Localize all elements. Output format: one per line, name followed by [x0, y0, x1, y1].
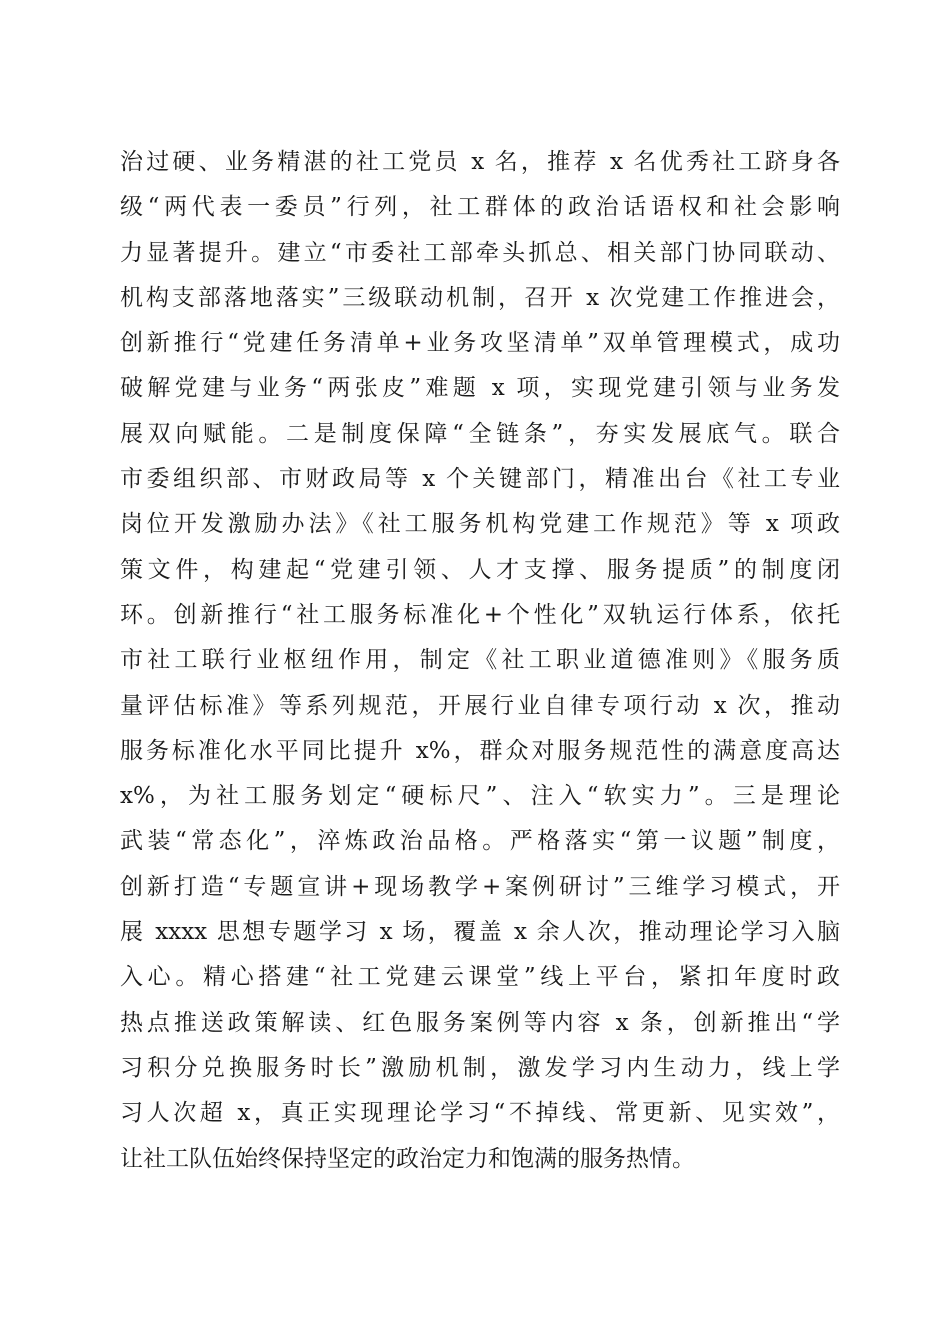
text-line-1: 治过硬、业务精湛的社工党员 x 名，推荐 x 名优秀社工跻身各: [120, 149, 840, 175]
text-line-23: 让社工队伍始终保持坚定的政治定力和饱满的服务热情。: [120, 1145, 695, 1172]
text-line-16: 武装“常态化”，淬炼政治品格。严格落实“第一议题”制度，: [120, 828, 840, 855]
text-line-19: 入心。精心搭建“社工党建云课堂”线上平台，紧扣年度时政: [120, 964, 840, 991]
text-line-2: 级“两代表一委员”行列，社工群体的政治话语权和社会影响: [120, 194, 840, 221]
text-line-22: 习人次超 x，真正实现理论学习“不掉线、常更新、见实效”，: [120, 1100, 840, 1127]
body-paragraph: [120, 140, 840, 1182]
text-line-18: 展 xxxx 思想专题学习 x 场，覆盖 x 余人次，推动理论学习入脑: [120, 919, 840, 946]
text-line-8: 市委组织部、市财政局等 x 个关键部门，精准出台《社工专业: [120, 466, 840, 493]
text-line-12: 市社工联行业枢纽作用，制定《社工职业道德准则》《服务质: [120, 647, 840, 674]
text-line-5: 创新推行“党建任务清单+业务攻坚清单”双单管理模式，成功: [120, 330, 840, 357]
text-line-14: 服务标准化水平同比提升 x%，群众对服务规范性的满意度高达: [120, 737, 840, 764]
text-line-10: 策文件，构建起“党建引领、人才支撑、服务提质”的制度闭: [120, 556, 840, 583]
text-line-6: 破解党建与业务“两张皮”难题 x 项，实现党建引领与业务发: [120, 375, 840, 402]
text-line-17: 创新打造“专题宣讲+现场教学+案例研讨”三维学习模式，开: [120, 873, 840, 900]
text-line-15: x%，为社工服务划定“硬标尺”、注入“软实力”。三是理论: [120, 783, 840, 810]
text-line-20: 热点推送政策解读、红色服务案例等内容 x 条，创新推出“学: [120, 1009, 840, 1036]
text-line-21: 习积分兑换服务时长”激励机制，激发学习内生动力，线上学: [120, 1054, 840, 1081]
text-line-11: 环。创新推行“社工服务标准化+个性化”双轨运行体系，依托: [120, 601, 840, 628]
text-line-3: 力显著提升。建立“市委社工部牵头抓总、相关部门协同联动、: [120, 239, 840, 266]
text-line-9: 岗位开发激励办法》《社工服务机构党建工作规范》等 x 项政: [120, 511, 840, 538]
text-line-13: 量评估标准》等系列规范，开展行业自律专项行动 x 次，推动: [120, 692, 840, 719]
text-line-7: 展双向赋能。二是制度保障“全链条”，夯实发展底气。联合: [120, 420, 840, 447]
text-line-4: 机构支部落地落实”三级联动机制，召开 x 次党建工作推进会，: [120, 284, 840, 311]
